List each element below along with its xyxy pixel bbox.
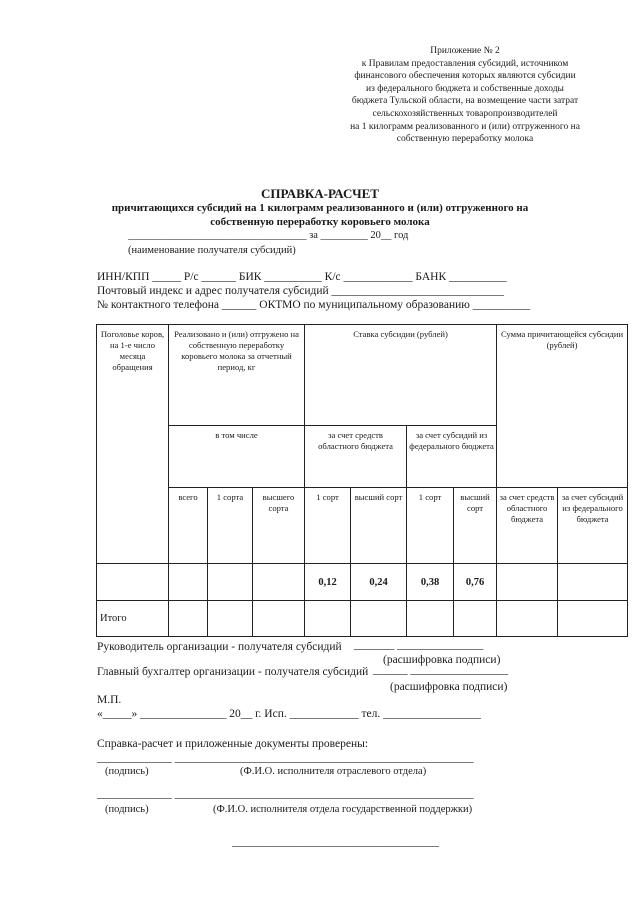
accountant-label: Главный бухгалтер организации - получателя субсидий [97, 666, 369, 678]
document-subtitle: причитающихся субсидий на 1 килограмм реализованного и (или) отгруженного на [111, 202, 529, 214]
col-rate-regional-first: 1 сорт [305, 488, 351, 564]
col-sum-federal: за счет субсидий из федерального бюджета [558, 488, 628, 564]
appendix-line: собственную переработку молока [396, 134, 534, 145]
table-cell [497, 564, 558, 601]
header-rate-federal: за счет субсидий из федерального бюджета [407, 426, 497, 488]
signature-line-2: _____________ ____________________________________________________ [97, 788, 474, 800]
table-cell [497, 601, 558, 637]
appendix-line: из федерального бюджета и собственные доходы [366, 83, 564, 94]
table-cell [454, 601, 497, 637]
table-cell [351, 601, 407, 637]
rate-value: 0,76 [454, 564, 497, 601]
table-cell [558, 601, 628, 637]
accountant-signature-lines: ______ _________________ [373, 664, 509, 676]
col-first-grade: 1 сорта [208, 488, 253, 564]
header-rate: Ставка субсидии (рублей) [305, 325, 497, 426]
col-rate-federal-highest: высший сорт [454, 488, 497, 564]
requisites-line: ИНН/КПП _____ Р/с ______ БИК __________ К/с ____________ БАНК __________ [97, 271, 507, 283]
rate-value: 0,12 [305, 564, 351, 601]
appendix-line: на 1 килограмм реализованного и (или) отгруженного на [350, 121, 580, 132]
table-row-total [97, 601, 628, 637]
appendix-line: сельскохозяйственных товаропроизводителей [372, 108, 558, 119]
header-rate-regional: за счет средств областного бюджета [305, 426, 407, 488]
date-line: «_____» _______________ 20__ г. Исп. ____________ тел. _________________ [97, 708, 481, 720]
bottom-line: ____________________________________ [232, 836, 439, 848]
address-line: Почтовый индекс и адрес получателя субсидий ______________________________ [97, 285, 505, 297]
table-cell [253, 564, 305, 601]
col-rate-federal-first: 1 сорт [407, 488, 454, 564]
header-cows: Поголовье коров, на 1-е число месяца обращения [97, 325, 169, 564]
table-cell [169, 601, 208, 637]
appendix-line: финансового обеспечения которых являются субсидии [354, 71, 576, 82]
accountant-caption: (расшифровка подписи) [390, 681, 508, 693]
document-subtitle: собственную переработку коровьего молока [210, 216, 430, 228]
phone-line: № контактного телефона ______ ОКТМО по муниципальному образованию __________ [97, 299, 531, 311]
col-total: всего [169, 488, 208, 564]
rate-value: 0,38 [407, 564, 454, 601]
col-highest-grade: высшего сорта [253, 488, 305, 564]
head-label: Руководитель организации - получателя субсидий [97, 641, 342, 653]
signature-line-1: _____________ ____________________________________________________ [97, 752, 474, 764]
signature-caption-1: (подпись) [105, 766, 149, 777]
head-caption: (расшифровка подписи) [383, 654, 501, 666]
fio-caption-2: (Ф.И.О. исполнителя отдела государственной поддержки) [213, 804, 473, 815]
appendix-header [300, 45, 630, 146]
recipient-line: __________________________________ за _________ 20__ год [128, 230, 409, 241]
header-including: в том числе [169, 426, 305, 488]
rate-value: 0,24 [351, 564, 407, 601]
table-cell [97, 564, 169, 601]
signature-caption-2: (подпись) [105, 804, 149, 815]
fio-caption-1: (Ф.И.О. исполнителя отраслевого отдела) [240, 766, 427, 777]
header-sold: Реализовано и (или) отгружено на собственную переработку коровьего молока за отчетный период, кг [169, 325, 305, 426]
document-title: СПРАВКА-РАСЧЕТ [261, 186, 379, 201]
total-label: Итого [97, 601, 169, 637]
table-row [97, 564, 628, 601]
table-cell [305, 601, 351, 637]
col-sum-regional: за счет средств областного бюджета [497, 488, 558, 564]
table-cell [253, 601, 305, 637]
header-sum: Сумма причитающейся субсидии (рублей) [497, 325, 628, 488]
checked-label: Справка-расчет и приложенные документы проверены: [97, 738, 369, 750]
table-cell [208, 601, 253, 637]
appendix-line: к Правилам предоставления субсидий, источником [361, 58, 569, 69]
table-cell [558, 564, 628, 601]
subsidy-table [96, 324, 628, 637]
recipient-caption: (наименование получателя субсидий) [128, 245, 296, 256]
col-rate-regional-highest: высший сорт [351, 488, 407, 564]
table-cell [169, 564, 208, 601]
table-cell [407, 601, 454, 637]
stamp-label: М.П. [97, 694, 122, 706]
table-cell [208, 564, 253, 601]
appendix-line: бюджета Тульской области, на возмещение части затрат [351, 96, 579, 107]
appendix-line: Приложение № 2 [430, 46, 500, 56]
head-signature-lines: _______ _______________ [354, 639, 484, 651]
